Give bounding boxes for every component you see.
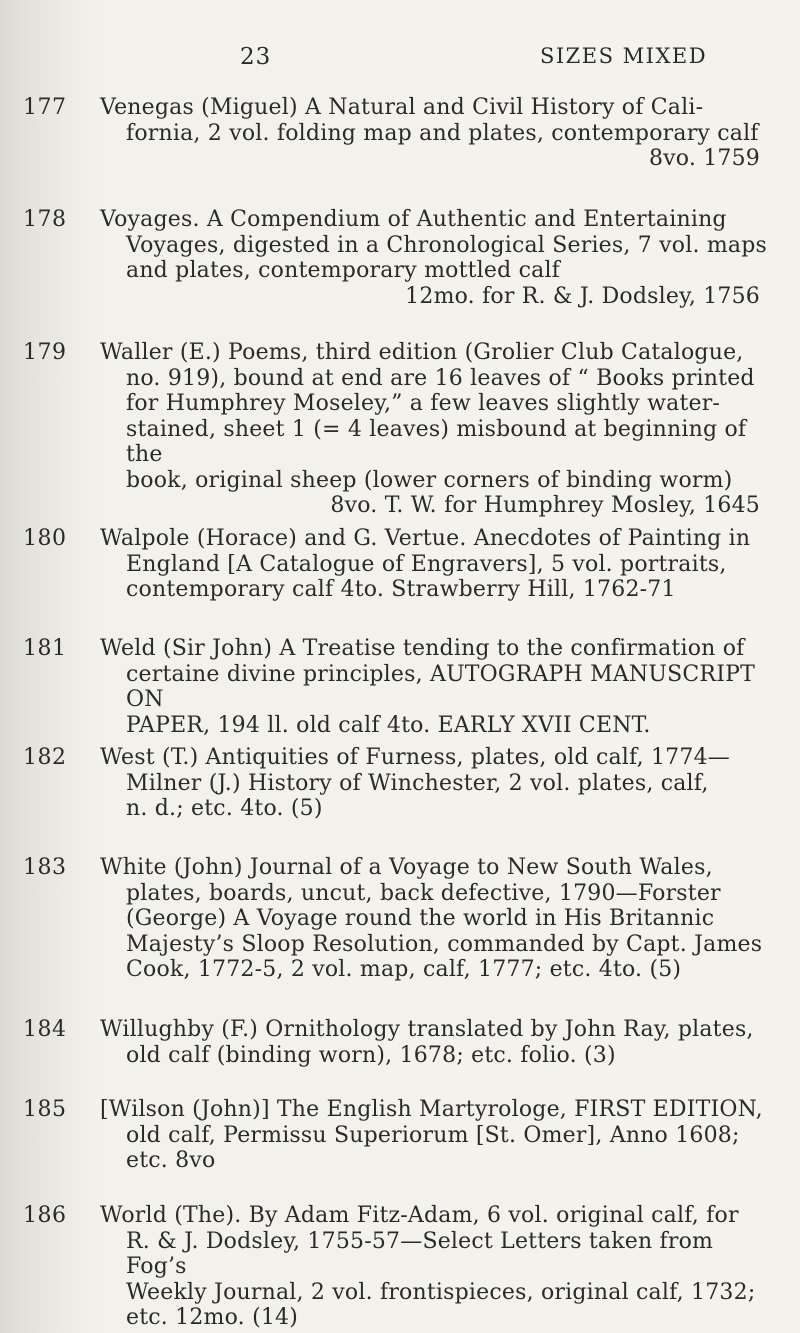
- page-number: 23: [240, 44, 272, 70]
- entry-line: for Humphrey Moseley,” a few leaves slightly water-: [126, 391, 721, 416]
- entry-line: [Wilson (John)] The English Martyrologe, FIRST EDITION,: [100, 1097, 763, 1122]
- lot-number: 178: [23, 207, 67, 232]
- lot-description: [100, 745, 768, 822]
- lot-description: [100, 207, 768, 309]
- lot-number: 183: [23, 855, 67, 880]
- entry-line: contemporary calf 4to. Strawberry Hill, 1762-71: [126, 577, 676, 602]
- entry-line: Waller (E.) Poems, third edition (Grolier Club Catalogue,: [100, 340, 744, 365]
- entry-line: and plates, contemporary mottled calf: [126, 258, 561, 283]
- entry-line: Weekly Journal, 2 vol. frontispieces, original calf, 1732;: [126, 1279, 756, 1305]
- entry-line: Venegas (Miguel) A Natural and Civil History of Cali-: [100, 95, 704, 120]
- lot-number: 182: [23, 745, 67, 770]
- entry-line: White (John) Journal of a Voyage to New South Wales,: [100, 855, 713, 880]
- entry-line: R. & J. Dodsley, 1755-57—Select Letters taken from Fog’s: [126, 1228, 714, 1279]
- entry-line: n. d.; etc. 4to. (5): [126, 796, 323, 821]
- running-head: SIZES MIXED: [540, 44, 708, 68]
- entry-line: old calf (binding worn), 1678; etc. folio. (3): [126, 1042, 616, 1068]
- entry-line: certaine divine principles, AUTOGRAPH MANUSCRIPT ON: [126, 661, 755, 712]
- entry-line: Walpole (Horace) and G. Vertue. Anecdotes of Painting in: [100, 526, 751, 551]
- lot-number: 177: [23, 95, 67, 120]
- entry-line: plates, boards, uncut, back defective, 1790—Forster: [126, 880, 721, 906]
- entry-line: etc. 12mo. (14): [126, 1305, 299, 1330]
- lot-number: 186: [23, 1203, 67, 1228]
- entry-line: Willughby (F.) Ornithology translated by John Ray, plates,: [100, 1017, 754, 1042]
- entry-line: etc. 8vo: [126, 1148, 216, 1173]
- lot-description: [100, 1017, 768, 1068]
- entry-line: West (T.) Antiquities of Furness, plates, old calf, 1774—: [100, 745, 730, 770]
- entry-line: old calf, Permissu Superiorum [St. Omer], Anno 1608;: [126, 1122, 740, 1148]
- lot-description: [100, 340, 768, 519]
- entry-line: PAPER, 194 ll. old calf 4to. EARLY XVII CENT.: [126, 712, 651, 738]
- entry-imprint: 8vo. 1759: [648, 146, 760, 171]
- entry-line: Majesty’s Sloop Resolution, commanded by Capt. James: [126, 931, 763, 957]
- page-header: [0, 44, 800, 84]
- lot-description: [100, 95, 768, 172]
- entry-imprint: 8vo. T. W. for Humphrey Mosley, 1645: [330, 493, 760, 518]
- lot-description: [100, 1097, 768, 1174]
- entry-line: Cook, 1772-5, 2 vol. map, calf, 1777; etc. 4to. (5): [126, 957, 682, 982]
- lot-description: [100, 636, 768, 738]
- lot-number: 185: [23, 1097, 67, 1122]
- lot-number: 179: [23, 340, 67, 365]
- entry-line: World (The). By Adam Fitz-Adam, 6 vol. original calf, for: [100, 1203, 739, 1228]
- entry-line: stained, sheet 1 (= 4 leaves) misbound at beginning of the: [126, 416, 747, 467]
- entry-imprint: 12mo. for R. & J. Dodsley, 1756: [405, 283, 760, 309]
- lot-description: [100, 855, 768, 983]
- lot-number: 180: [23, 526, 67, 551]
- lot-number: 184: [23, 1017, 67, 1042]
- entry-line: book, original sheep (lower corners of binding worm): [126, 467, 733, 493]
- lot-description: [100, 1203, 768, 1331]
- entry-line: England [A Catalogue of Engravers], 5 vol. portraits,: [126, 551, 727, 577]
- entry-line: Voyages, digested in a Chronological Series, 7 vol. maps: [126, 232, 768, 258]
- lot-number: 181: [23, 636, 67, 661]
- entry-line: Voyages. A Compendium of Authentic and Entertaining: [100, 207, 727, 232]
- entry-line: Milner (J.) History of Winchester, 2 vol. plates, calf,: [126, 770, 709, 796]
- entry-line: no. 919), bound at end are 16 leaves of “ Books printed: [126, 365, 755, 391]
- entry-line: Weld (Sir John) A Treatise tending to the confirmation of: [100, 636, 745, 661]
- entry-line: (George) A Voyage round the world in His Britannic: [126, 906, 715, 931]
- entry-line: fornia, 2 vol. folding map and plates, contemporary calf: [126, 120, 759, 146]
- lot-description: [100, 526, 768, 603]
